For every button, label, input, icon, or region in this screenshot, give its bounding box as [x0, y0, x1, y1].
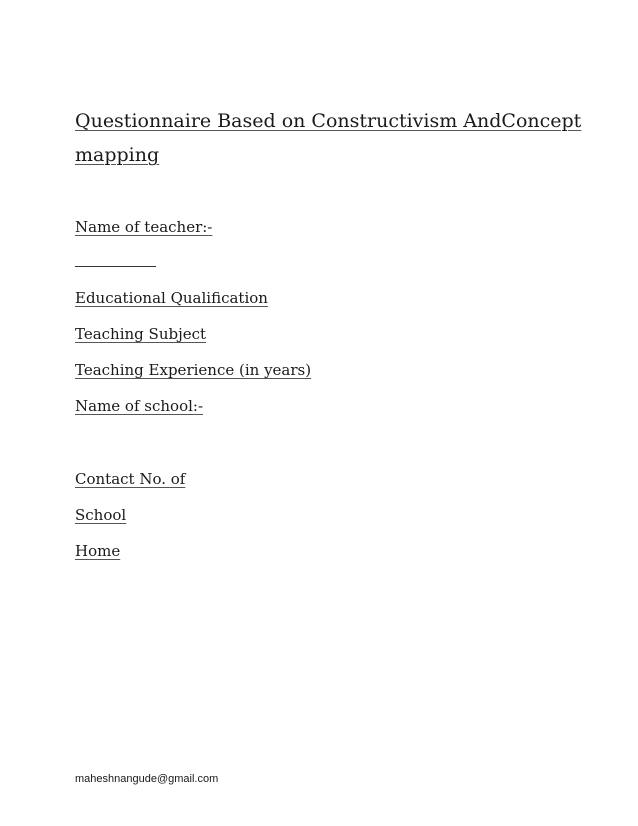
name-of-school-label: Name of school:-	[75, 397, 204, 415]
document-title-line-2: mapping	[75, 144, 160, 166]
contact-no-label: Contact No. of	[75, 470, 186, 488]
document-title-line-1: Questionnaire Based on Constructivism AndConcept	[75, 110, 582, 132]
name-of-teacher-label: Name of teacher:-	[75, 218, 213, 236]
teaching-subject-label: Teaching Subject	[75, 325, 207, 343]
school-contact-label: School	[75, 506, 127, 524]
teaching-experience-label: Teaching Experience (in years)	[75, 361, 312, 379]
blank-fill-line	[75, 266, 156, 267]
home-contact-label: Home	[75, 542, 121, 560]
footer-email: maheshnangude@gmail.com	[75, 773, 219, 785]
educational-qualification-label: Educational Qualification	[75, 289, 268, 307]
